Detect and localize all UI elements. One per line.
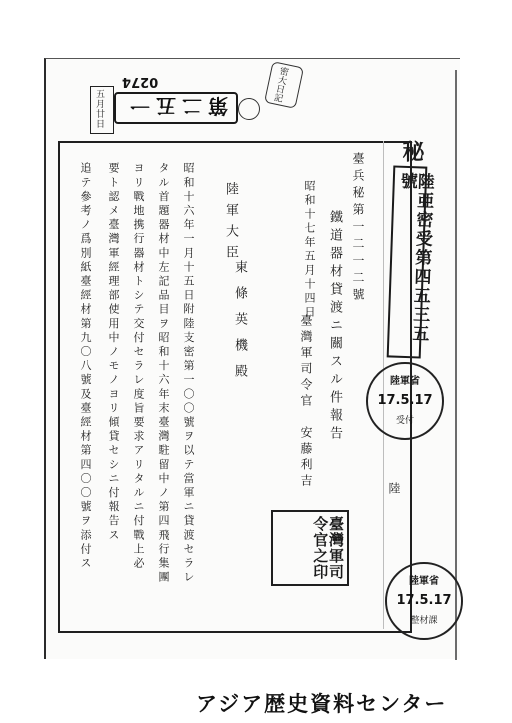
letter-subject: 鐵道器材貸渡ニ關スル件報告 [327,210,342,444]
seal-text: 臺灣軍司令官之印 [311,516,345,580]
date-stamp-date: 17.5.17 [396,593,452,608]
date-stamp-bottom: 整材課 [410,616,438,626]
body-line: 追テ參考ノ爲別紙臺經材第九〇八號及臺經材第四〇〇號ヲ添付ス [79,162,92,571]
date-stamp-received [366,362,444,440]
body-line: ヨリ戰地携行器材トシテ交付セラレ度旨要求アリタルニ付戰上必 [132,162,145,571]
commander-seal [271,510,349,586]
file-number: 第二五一 [124,94,228,119]
letter-date: 昭和十七年五月十四日 [303,180,316,320]
side-mark: 陸 [387,482,401,494]
body-line: 要ト認メ臺灣軍經理部使用中ノモノヨリ傾貸セシニ付報告ス [107,162,120,543]
margin-reference-box [90,86,114,134]
date-stamp-top: 陸軍省 [390,376,420,387]
addressee-name: 東條英機殿 [232,260,247,390]
date-stamp-bottom: 受付 [395,416,414,426]
body-line: タル首題器材中左記品目ヲ昭和十六年末臺灣駐留中ノ第四飛行集團 [157,162,170,585]
date-stamp-section [385,562,463,640]
secret-mark: 秘 [399,140,425,162]
archive-number: 0274 [122,74,159,89]
date-stamp-date: 17.5.17 [377,393,433,408]
circle-mark [238,98,260,120]
addressee-title: 陸軍大臣 [223,182,238,266]
archive-footer: アジア歴史資料センター [196,692,448,716]
reference-number: 臺兵秘第一二一二號 [351,152,365,305]
registry-stamp-text: 陸亜密受第四五三五號 [396,171,435,344]
sender: 臺灣軍司令官 安藤利吉 [299,314,313,490]
file-number-stamp [114,92,238,124]
body-line: 昭和十六年一月十五日附陸支密第一〇〇號ヲ以テ當軍ニ貸渡セラレ [182,162,195,585]
date-stamp-top: 陸軍省 [409,576,439,587]
margin-reference: 五月廿日 [94,89,104,129]
header-stamp-text: 密大日記 [271,65,289,103]
